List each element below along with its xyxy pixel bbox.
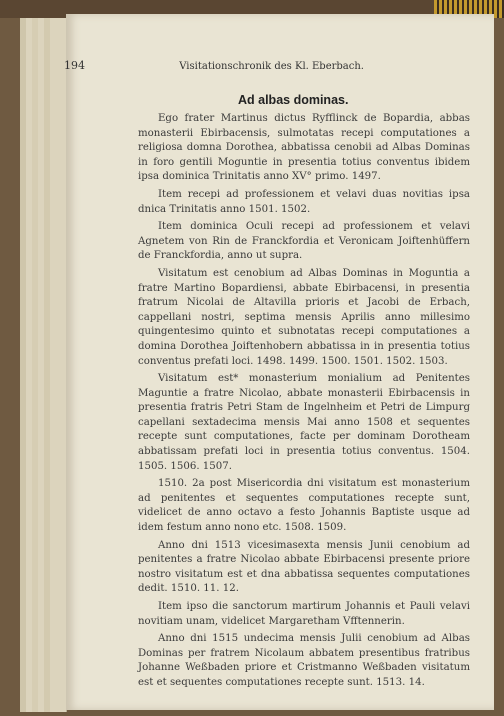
paragraph: 1510. 2a post Misericordia dni visitatum est monasterium ad penitentes et sequentes computationes recepte sunt, videlicet de anno octavo a festo Johannis Baptiste usque ad idem festum anno nono etc. 1508. 1509. bbox=[138, 478, 470, 534]
paragraph: Item ipso die sanctorum martirum Johannis et Pauli velavi novitiam unam, videlicet Margaretham Vfftennerin. bbox=[138, 601, 470, 627]
paragraph: Visitatum est cenobium ad Albas Dominas in Moguntia a fratre Martino Bopardiensi, abbate Ebirbacensi, in presentia fratrum Nicolai de Altavilla prioris et Jacobi de Erbach, cappellani nostri, septima mensis Aprilis anno millesimo quingentesimo quinto et subnotatas recepi computationes a domina Dorothea Joiftenhobern abbatissa in in presentia totius conventus prefati loci. 1498. 1499. 1500. 1501. 1502. 1503. bbox=[138, 267, 470, 367]
running-title: Visitationschronik des Kl. Eberbach. bbox=[179, 61, 364, 72]
body-text bbox=[138, 112, 470, 694]
paragraph: Anno dni 1513 vicesimasexta mensis Junii cenobium ad penitentes a fratre Nicolao abbate Ebirbacensi presente priore nostro visitatum est et dna abbatissa sequentes computationes dedit. 1510. 11. 12. bbox=[138, 539, 470, 595]
paragraph: Visitatum est* monasterium monialium ad Penitentes Maguntie a fratre Nicolao, abbate monasterii Ebirbacensis in presentia fratris Petri Stam de Ingelnheim et Petri de Limpurg capellani sextadecima mensis Mai anno 1508 et sequentes recepte sunt computationes, facte per dominam Dorotheam abbatissam prefati loci in presentia totius conventus. 1504. 1505. 1506. 1507. bbox=[138, 373, 470, 472]
running-header bbox=[64, 59, 364, 72]
paragraph: Ego frater Martinus dictus Ryfflinck de Bopardia, abbas monasterii Ebirbacensis, sulmotatas recepi computationes a religiosa domna Dorothea, abbatissa cenobii ad Albas Dominas in foro gentili Moguntie in presentia totius conventus ibidem ipsa dominica Trinitatis anno XV° primo. 1497. bbox=[138, 113, 470, 183]
section-title: Ad albas dominas. bbox=[238, 93, 349, 107]
paragraph: Item recepi ad professionem et velavi duas novitias ipsa dnica Trinitatis anno 1501. 1502. bbox=[138, 188, 470, 215]
paragraph: Anno dni 1515 undecima mensis Julii cenobium ad Albas Dominas per fratrem Nicolaum abbatem presentibus fratribus Johanne Weßbaden priore et Cristmanno Weßbaden visitatum est et sequentes computationes recepte sunt. 1513. 14. bbox=[138, 633, 470, 688]
page-number: 194 bbox=[64, 59, 85, 72]
page-edge bbox=[50, 18, 67, 712]
paragraph: Item dominica Oculi recepi ad professionem et velavi Agnetem von Rin de Franckfordia et Veronicam Joiftenhüffern de Franckfordia, anno ut supra. bbox=[138, 221, 470, 262]
